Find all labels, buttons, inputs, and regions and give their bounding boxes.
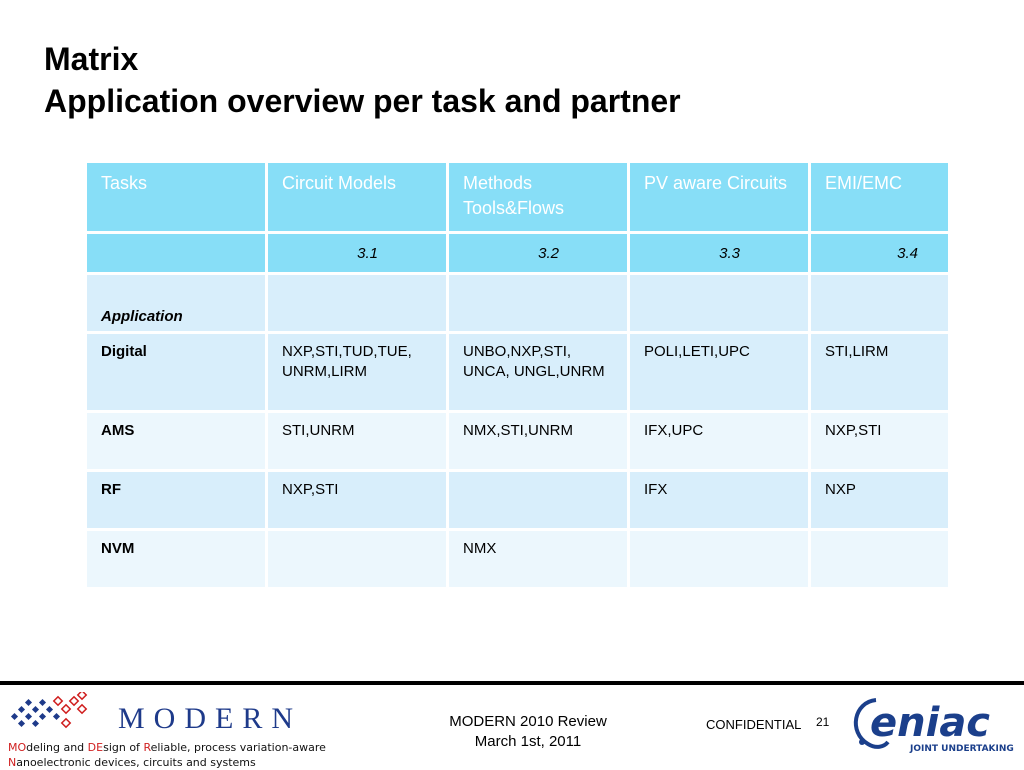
table-cell: IFX,UPC	[629, 412, 810, 471]
title-line-2: Application overview per task and partner	[44, 83, 681, 119]
table-cell: POLI,LETI,UPC	[629, 333, 810, 412]
tagline-part: eliable, process variation-aware	[150, 741, 326, 754]
header-tasks: Tasks	[86, 162, 267, 233]
eniac-subtitle: JOINT UNDERTAKING	[910, 744, 1014, 754]
header-emi-emc: EMI/EMC	[810, 162, 950, 233]
review-date: March 1st, 2011	[474, 733, 582, 750]
confidential-label: CONFIDENTIAL	[706, 717, 802, 732]
task-number-row	[86, 233, 950, 274]
slide-title	[44, 38, 681, 122]
tagline-part: deling and	[26, 741, 88, 754]
review-title: MODERN 2010 Review	[449, 713, 607, 730]
header-row	[86, 162, 950, 233]
table-cell	[448, 274, 629, 333]
eniac-logo-text: eniac	[870, 700, 991, 746]
table-cell	[267, 530, 448, 589]
task-number-3-3: 3.3	[629, 233, 810, 274]
table-cell: NXP	[810, 471, 950, 530]
table-cell: NMX	[448, 530, 629, 589]
tagline-part: MO	[8, 741, 27, 754]
header-circuit-models: Circuit Models	[267, 162, 448, 233]
tagline-part: N	[8, 756, 17, 769]
eniac-logo-icon	[846, 692, 1018, 760]
modern-dots-logo-icon	[10, 692, 88, 736]
tagline-part: R	[143, 741, 151, 754]
table-cell	[810, 530, 950, 589]
row-label-digital: Digital	[86, 333, 267, 412]
footer-divider	[0, 681, 1024, 685]
table-cell: UNBO,NXP,STI, UNCA, UNGL,UNRM	[448, 333, 629, 412]
title-line-1: Matrix	[44, 41, 139, 77]
table-cell	[448, 471, 629, 530]
table-cell	[810, 274, 950, 333]
header-pv-aware-circuits: PV aware Circuits	[629, 162, 810, 233]
row-label-rf: RF	[86, 471, 267, 530]
modern-logo-text: MODERN	[118, 702, 303, 735]
table-cell: NXP,STI	[267, 471, 448, 530]
table-cell	[267, 274, 448, 333]
tagline-part: anoelectronic devices, circuits and systems	[16, 756, 256, 769]
table-row-rf	[86, 471, 950, 530]
application-matrix-table	[84, 160, 951, 590]
table-cell: NMX,STI,UNRM	[448, 412, 629, 471]
table-cell	[629, 274, 810, 333]
table-cell: NXP,STI,TUD,TUE, UNRM,LIRM	[267, 333, 448, 412]
task-number-3-4: 3.4	[810, 233, 950, 274]
table-row-digital	[86, 333, 950, 412]
table-cell: STI,UNRM	[267, 412, 448, 471]
tagline-part: sign of	[103, 741, 144, 754]
table-cell: NXP,STI	[810, 412, 950, 471]
table-cell: IFX	[629, 471, 810, 530]
task-number-empty	[86, 233, 267, 274]
header-methods-tools-flows: Methods Tools&Flows	[448, 162, 629, 233]
table-row-ams	[86, 412, 950, 471]
application-row	[86, 274, 950, 333]
table-cell	[629, 530, 810, 589]
row-label-ams: AMS	[86, 412, 267, 471]
task-number-3-2: 3.2	[448, 233, 629, 274]
task-number-3-1: 3.1	[267, 233, 448, 274]
table-cell: STI,LIRM	[810, 333, 950, 412]
table-row-nvm	[86, 530, 950, 589]
application-label: Application	[86, 274, 267, 333]
modern-tagline	[8, 740, 326, 770]
review-info	[410, 712, 646, 752]
page-number: 21	[816, 715, 830, 729]
row-label-nvm: NVM	[86, 530, 267, 589]
tagline-part: DE	[87, 741, 104, 754]
